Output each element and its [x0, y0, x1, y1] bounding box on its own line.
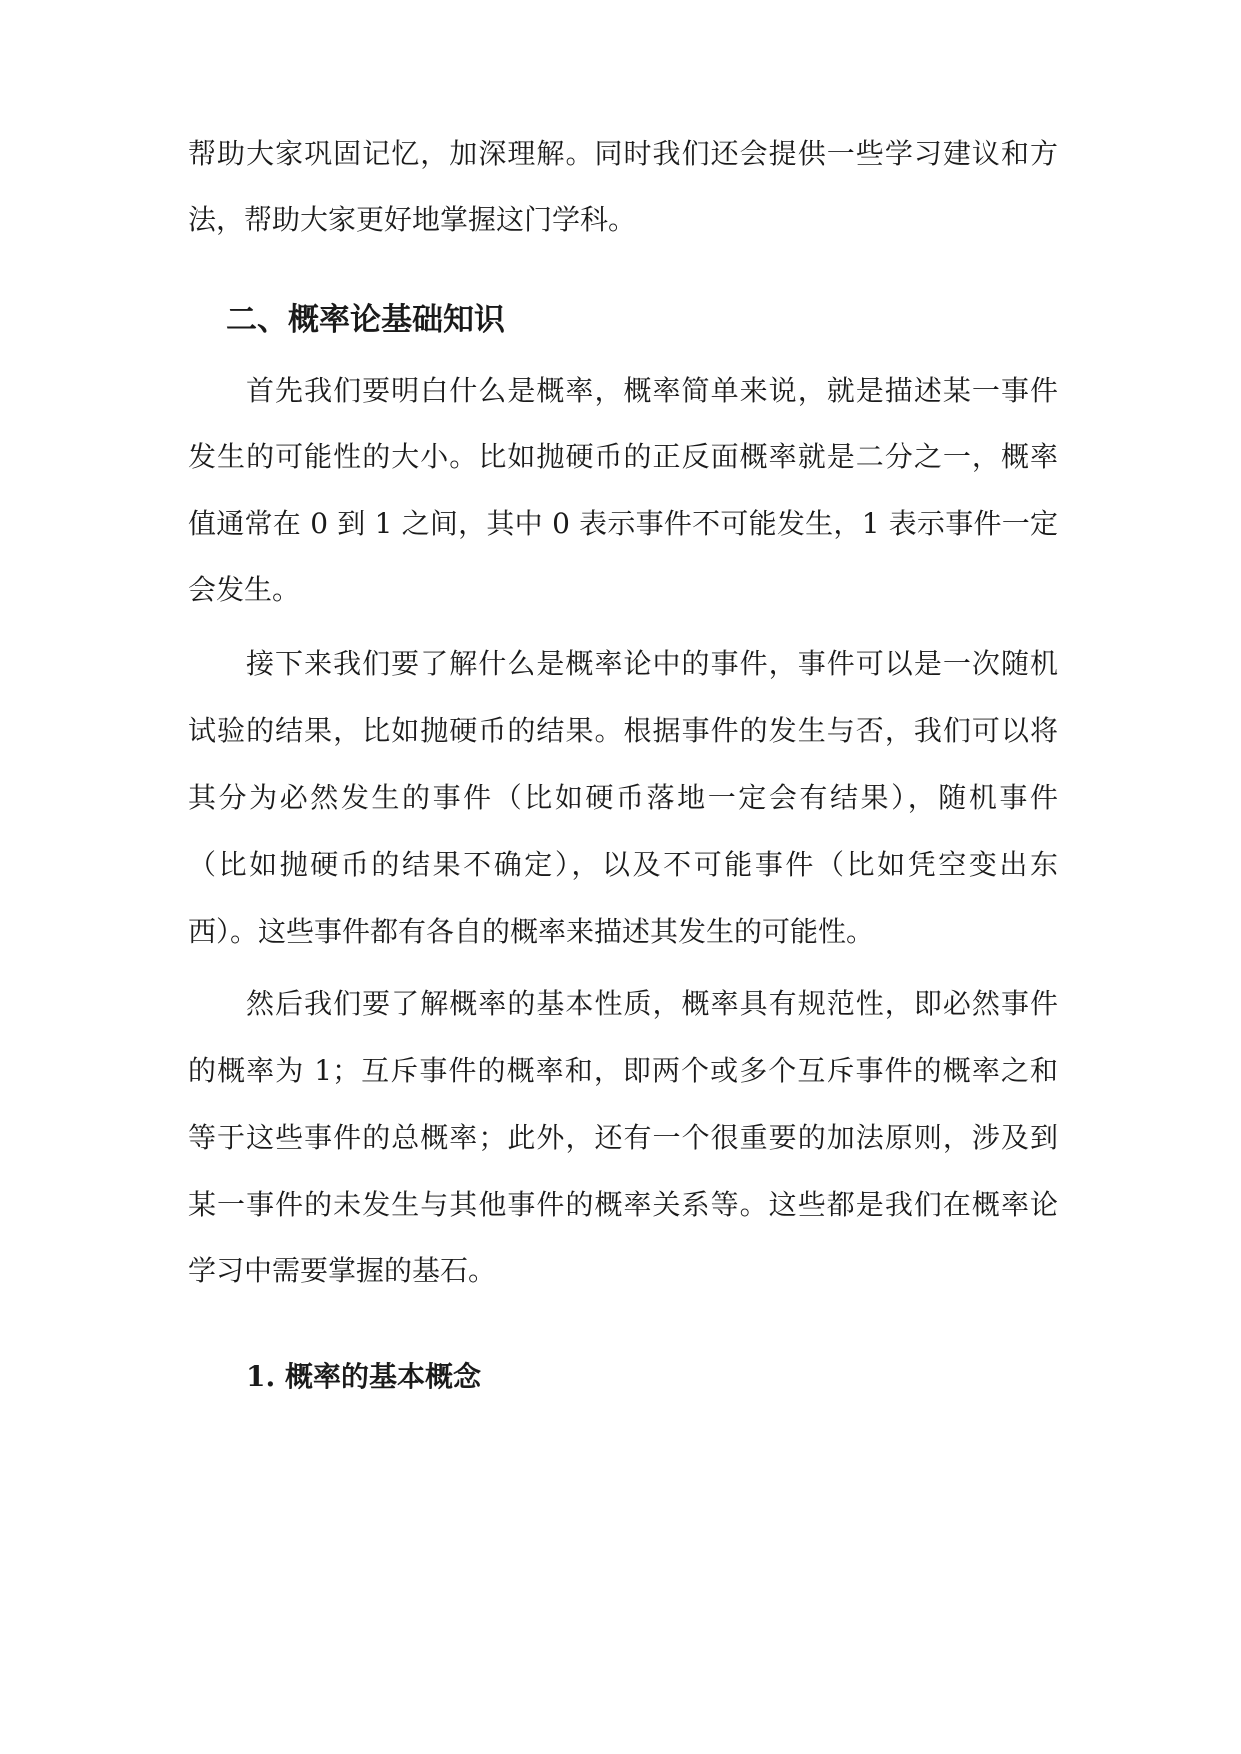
p2-line-4: （比如抛硬币的结果不确定），以及不可能事件（比如凭空变出东	[188, 848, 1058, 881]
p1-line-3: 值通常在 0 到 1 之间，其中 0 表示事件不可能发生，1 表示事件一定	[188, 507, 1058, 540]
p3-line-2: 的概率为 1；互斥事件的概率和，即两个或多个互斥事件的概率之和	[188, 1054, 1058, 1087]
intro-line-2: 法，帮助大家更好地掌握这门学科。	[188, 203, 637, 236]
p2-line-3: 其分为必然发生的事件（比如硬币落地一定会有结果），随机事件	[188, 781, 1058, 814]
p1-line-1: 首先我们要明白什么是概率，概率简单来说，就是描述某一事件	[246, 374, 1058, 407]
p2-line-1: 接下来我们要了解什么是概率论中的事件，事件可以是一次随机	[246, 647, 1058, 680]
p2-line-5: 西）。这些事件都有各自的概率来描述其发生的可能性。	[188, 915, 875, 948]
p3-line-5: 学习中需要掌握的基石。	[188, 1254, 497, 1287]
p3-line-3: 等于这些事件的总概率；此外，还有一个很重要的加法原则，涉及到	[188, 1121, 1058, 1154]
section-heading: 二、概率论基础知识	[226, 302, 505, 338]
intro-line-1: 帮助大家巩固记忆，加深理解。同时我们还会提供一些学习建议和方	[188, 137, 1058, 170]
p2-line-2: 试验的结果，比如抛硬币的结果。根据事件的发生与否，我们可以将	[188, 714, 1058, 747]
p1-line-2: 发生的可能性的大小。比如抛硬币的正反面概率就是二分之一，概率	[188, 440, 1058, 473]
subsection-heading: 1. 概率的基本概念	[246, 1360, 481, 1393]
p3-line-4: 某一事件的未发生与其他事件的概率关系等。这些都是我们在概率论	[188, 1188, 1058, 1221]
p1-line-4: 会发生。	[188, 573, 301, 606]
p3-line-1: 然后我们要了解概率的基本性质，概率具有规范性，即必然事件	[246, 987, 1058, 1020]
